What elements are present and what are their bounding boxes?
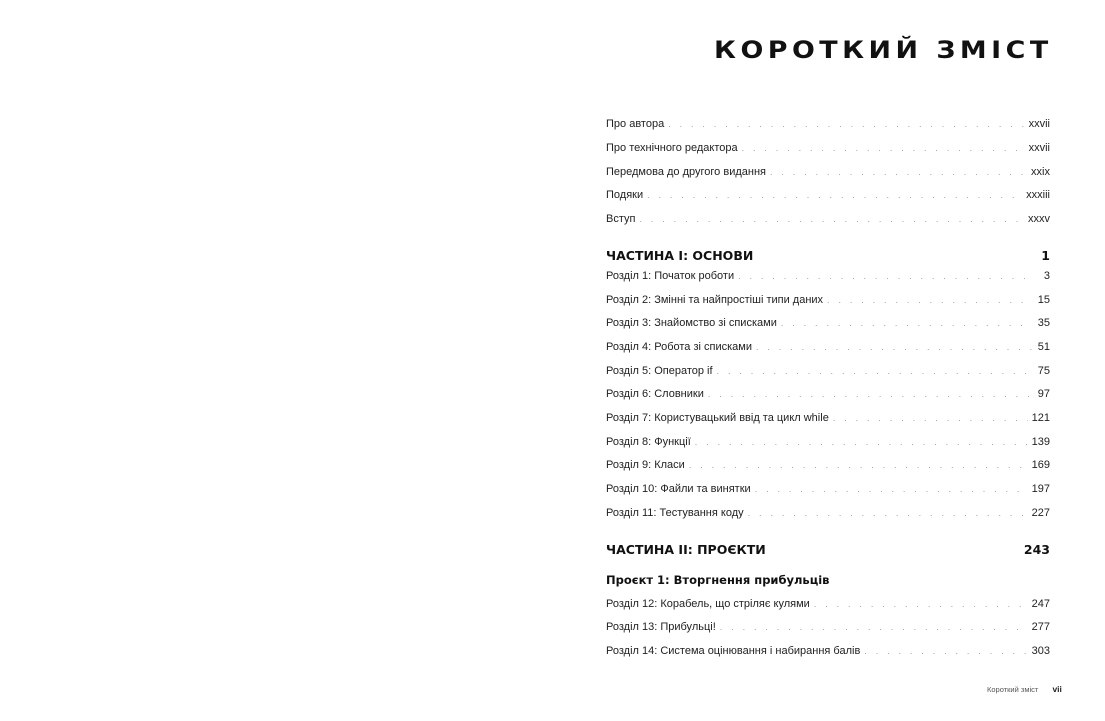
entry-label: Розділ 9: Класи: [606, 459, 685, 471]
entry-page: 227: [1031, 507, 1050, 519]
entry-label: Про автора: [606, 118, 665, 130]
dot-leader: [647, 190, 1022, 200]
entry-page: 75: [1037, 365, 1050, 377]
dot-leader: [814, 599, 1028, 609]
part-label: ЧАСТИНА II: ПРОЄКТИ: [606, 542, 766, 557]
page-footer: [987, 684, 1062, 694]
entry-page: 247: [1031, 598, 1050, 610]
dot-leader: [827, 295, 1032, 305]
toc-chapter-2[interactable]: [606, 294, 1050, 306]
dot-leader: [717, 366, 1032, 376]
toc-entry-about-tech-editor[interactable]: [606, 142, 1050, 154]
entry-page: xxix: [1031, 166, 1050, 178]
page-number: vii: [1052, 684, 1062, 694]
toc-chapter-12[interactable]: [606, 598, 1050, 610]
entry-label: Розділ 14: Система оцінювання і набирання балів: [606, 645, 861, 657]
toc-entry-preface[interactable]: [606, 166, 1050, 178]
toc-chapter-9[interactable]: [606, 459, 1050, 471]
toc-part-1[interactable]: [606, 248, 1050, 263]
dot-leader: [756, 342, 1032, 352]
toc-chapter-11[interactable]: [606, 507, 1050, 519]
entry-label: Про технічного редактора: [606, 142, 738, 154]
toc-chapter-1[interactable]: [606, 270, 1050, 282]
toc-chapter-4[interactable]: [606, 341, 1050, 353]
entry-label: Розділ 4: Робота зі списками: [606, 341, 752, 353]
entry-page: 15: [1037, 294, 1050, 306]
dot-leader: [708, 389, 1032, 399]
entry-page: 121: [1031, 412, 1050, 424]
entry-label: Розділ 7: Користувацький ввід та цикл while: [606, 412, 829, 424]
entry-label: Розділ 8: Функції: [606, 436, 691, 448]
entry-page: 97: [1037, 388, 1050, 400]
toc-entry-about-author[interactable]: [606, 118, 1050, 130]
entry-label: Передмова до другого видання: [606, 166, 766, 178]
toc-entry-acknowledgments[interactable]: [606, 189, 1050, 201]
entry-page: 51: [1037, 341, 1050, 353]
dot-leader: [748, 508, 1028, 518]
entry-label: Розділ 13: Прибульці!: [606, 621, 716, 633]
entry-page: 277: [1031, 621, 1050, 633]
entry-label: Розділ 6: Словники: [606, 388, 704, 400]
entry-page: xxvii: [1028, 142, 1050, 154]
dot-leader: [755, 484, 1028, 494]
toc-project-1[interactable]: Проєкт 1: Вторгнення прибульців: [606, 573, 830, 587]
entry-label: Розділ 2: Змінні та найпростіші типи даних: [606, 294, 824, 306]
dot-leader: [695, 437, 1028, 447]
part-page: 1: [1041, 248, 1050, 263]
dot-leader: [770, 167, 1027, 177]
dot-leader: [689, 460, 1028, 470]
dot-leader: [668, 119, 1024, 129]
entry-label: Подяки: [606, 189, 644, 201]
entry-page: 197: [1031, 483, 1050, 495]
part-page: 243: [1023, 542, 1050, 557]
entry-page: xxvii: [1028, 118, 1050, 130]
dot-leader: [738, 271, 1032, 281]
page-title: КОРОТКИЙ ЗМІСТ: [714, 36, 1053, 64]
toc-chapter-14[interactable]: [606, 645, 1050, 657]
dot-leader: [781, 318, 1032, 328]
toc-chapter-3[interactable]: [606, 317, 1050, 329]
entry-page: 139: [1031, 436, 1050, 448]
entry-page: 303: [1031, 645, 1050, 657]
toc-chapter-7[interactable]: [606, 412, 1050, 424]
entry-label: Розділ 5: Оператор if: [606, 365, 713, 377]
entry-page: 3: [1043, 270, 1050, 282]
entry-page: xxxiii: [1026, 189, 1050, 201]
entry-label: Розділ 11: Тестування коду: [606, 507, 744, 519]
toc-entry-introduction[interactable]: [606, 213, 1050, 225]
toc-chapter-6[interactable]: [606, 388, 1050, 400]
dot-leader: [720, 622, 1028, 632]
toc-chapter-13[interactable]: [606, 621, 1050, 633]
entry-label: Розділ 3: Знайомство зі списками: [606, 317, 777, 329]
entry-label: Розділ 10: Файли та винятки: [606, 483, 751, 495]
entry-page: xxxv: [1028, 213, 1050, 225]
entry-page: 35: [1037, 317, 1050, 329]
dot-leader: [833, 413, 1028, 423]
entry-label: Розділ 1: Початок роботи: [606, 270, 735, 282]
entry-label: Вступ: [606, 213, 636, 225]
left-page-blank: [0, 0, 552, 721]
toc-part-2[interactable]: [606, 542, 1050, 557]
dot-leader: [864, 646, 1027, 656]
entry-label: Розділ 12: Корабель, що стріляє кулями: [606, 598, 810, 610]
entry-page: 169: [1031, 459, 1050, 471]
dot-leader: [639, 214, 1024, 224]
part-label: ЧАСТИНА I: ОСНОВИ: [606, 248, 754, 263]
right-page: [552, 0, 1105, 721]
toc-chapter-5[interactable]: [606, 365, 1050, 377]
toc-chapter-8[interactable]: [606, 436, 1050, 448]
toc-chapter-10[interactable]: [606, 483, 1050, 495]
dot-leader: [742, 143, 1025, 153]
running-head: Короткий зміст: [987, 685, 1039, 694]
